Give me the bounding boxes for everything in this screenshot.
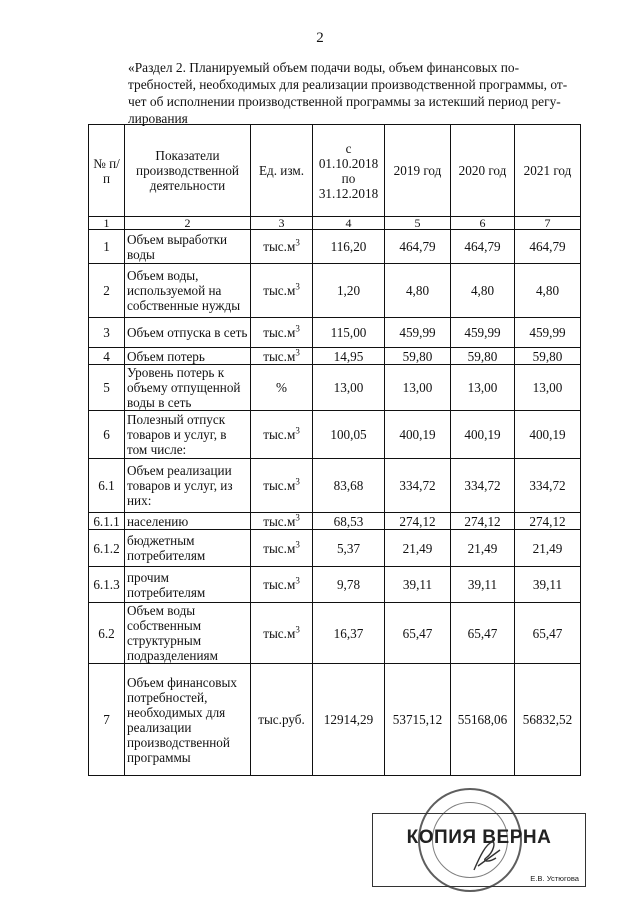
table-row	[89, 513, 581, 530]
row-indicator: Уровень потерь к объему отпущенной воды в сеть	[125, 365, 251, 411]
row-unit	[251, 411, 313, 459]
intro-line: требностей, необходимых для реализации производственной программы, от-	[128, 77, 568, 92]
unit-text: тыс.руб.	[258, 712, 305, 727]
unit-superscript: 3	[295, 512, 300, 523]
row-unit	[251, 230, 313, 264]
row-number: 3	[89, 318, 125, 348]
row-unit	[251, 603, 313, 664]
column-number: 3	[251, 217, 313, 230]
row-unit	[251, 365, 313, 411]
table-row	[89, 567, 581, 603]
value-2021: 21,49	[515, 530, 581, 567]
value-2019: 21,49	[385, 530, 451, 567]
value-2019: 59,80	[385, 348, 451, 365]
value-2020: 21,49	[451, 530, 515, 567]
row-unit	[251, 318, 313, 348]
intro-line: лирования	[128, 111, 188, 126]
value-2020: 459,99	[451, 318, 515, 348]
column-number: 4	[313, 217, 385, 230]
header-num: № п/п	[89, 125, 125, 217]
unit-superscript: 3	[295, 237, 300, 248]
row-indicator: прочим потребителям	[125, 567, 251, 603]
row-number: 7	[89, 664, 125, 776]
intro-line: «Раздел 2. Планируемый объем подачи воды, объем финансовых по-	[128, 60, 520, 75]
table-row	[89, 530, 581, 567]
value-2019: 459,99	[385, 318, 451, 348]
header-unit: Ед. изм.	[251, 125, 313, 217]
value-period: 68,53	[313, 513, 385, 530]
section-intro	[128, 59, 580, 127]
row-unit	[251, 513, 313, 530]
value-2021: 65,47	[515, 603, 581, 664]
row-number: 4	[89, 348, 125, 365]
row-indicator: Объем реализации товаров и услуг, из них:	[125, 459, 251, 513]
header-indicator: Показатели производственной деятельности	[125, 125, 251, 217]
value-2021: 459,99	[515, 318, 581, 348]
value-2019: 39,11	[385, 567, 451, 603]
value-2019: 334,72	[385, 459, 451, 513]
row-indicator: Объем воды, используемой на собственные нужды	[125, 264, 251, 318]
unit-superscript: 3	[295, 476, 300, 487]
value-2019: 400,19	[385, 411, 451, 459]
row-unit	[251, 459, 313, 513]
row-indicator: Объем выработки воды	[125, 230, 251, 264]
value-2020: 274,12	[451, 513, 515, 530]
unit-superscript: 3	[295, 425, 300, 436]
unit-superscript: 3	[295, 323, 300, 334]
value-2021: 274,12	[515, 513, 581, 530]
unit-text: тыс.м	[263, 283, 296, 298]
unit-superscript: 3	[295, 281, 300, 292]
value-2021: 13,00	[515, 365, 581, 411]
column-number: 2	[125, 217, 251, 230]
row-unit	[251, 530, 313, 567]
header-period: с 01.10.2018 по 31.12.2018	[313, 125, 385, 217]
signature	[466, 836, 506, 876]
unit-text: тыс.м	[263, 577, 296, 592]
value-period: 16,37	[313, 603, 385, 664]
production-program-table	[88, 124, 581, 776]
value-2019: 274,12	[385, 513, 451, 530]
value-2020: 334,72	[451, 459, 515, 513]
unit-text: тыс.м	[263, 427, 296, 442]
row-number: 1	[89, 230, 125, 264]
unit-text: тыс.м	[263, 348, 296, 364]
unit-text: тыс.м	[263, 513, 296, 529]
value-2021: 334,72	[515, 459, 581, 513]
row-indicator: населению	[125, 513, 251, 530]
intro-line: чет об исполнении производственной программы за истекший период регу-	[128, 94, 561, 109]
value-period: 9,78	[313, 567, 385, 603]
value-2020: 59,80	[451, 348, 515, 365]
unit-superscript: 3	[295, 624, 300, 635]
row-indicator: Полезный отпуск товаров и услуг, в том числе:	[125, 411, 251, 459]
value-2019: 464,79	[385, 230, 451, 264]
table-row	[89, 348, 581, 365]
value-2021: 400,19	[515, 411, 581, 459]
stamp-title: КОПИЯ ВЕРНА	[406, 827, 552, 848]
row-unit	[251, 567, 313, 603]
value-2021: 4,80	[515, 264, 581, 318]
value-period: 12914,29	[313, 664, 385, 776]
value-2020: 464,79	[451, 230, 515, 264]
table-row	[89, 264, 581, 318]
value-2020: 39,11	[451, 567, 515, 603]
value-period: 1,20	[313, 264, 385, 318]
row-indicator: Объем финансовых потребностей, необходимых для реализации производственной программы	[125, 664, 251, 776]
value-2021: 39,11	[515, 567, 581, 603]
row-number: 5	[89, 365, 125, 411]
row-number: 2	[89, 264, 125, 318]
unit-superscript: 3	[295, 347, 300, 358]
row-number: 6.1.3	[89, 567, 125, 603]
value-period: 100,05	[313, 411, 385, 459]
value-2020: 65,47	[451, 603, 515, 664]
column-number: 6	[451, 217, 515, 230]
row-number: 6.1.2	[89, 530, 125, 567]
column-number: 1	[89, 217, 125, 230]
value-2020: 55168,06	[451, 664, 515, 776]
header-2021: 2021 год	[515, 125, 581, 217]
unit-text: тыс.м	[263, 625, 296, 641]
row-number: 6	[89, 411, 125, 459]
unit-superscript: 3	[295, 575, 300, 586]
value-2021: 464,79	[515, 230, 581, 264]
row-indicator: Объем отпуска в сеть	[125, 318, 251, 348]
table-row	[89, 411, 581, 459]
column-number-row	[89, 217, 581, 230]
row-indicator: бюджетным потребителям	[125, 530, 251, 567]
value-period: 116,20	[313, 230, 385, 264]
header-2020: 2020 год	[451, 125, 515, 217]
unit-text: тыс.м	[263, 325, 296, 340]
value-period: 5,37	[313, 530, 385, 567]
row-unit	[251, 348, 313, 365]
table-row	[89, 230, 581, 264]
value-2019: 4,80	[385, 264, 451, 318]
unit-text: тыс.м	[263, 239, 296, 254]
row-number: 6.2	[89, 603, 125, 664]
table-row	[89, 318, 581, 348]
value-2020: 4,80	[451, 264, 515, 318]
value-period: 13,00	[313, 365, 385, 411]
column-number: 5	[385, 217, 451, 230]
column-number: 7	[515, 217, 581, 230]
table-row	[89, 603, 581, 664]
unit-text: %	[276, 380, 287, 395]
value-2019: 13,00	[385, 365, 451, 411]
row-number: 6.1	[89, 459, 125, 513]
page-number: 2	[316, 30, 324, 46]
value-period: 14,95	[313, 348, 385, 365]
value-2021: 59,80	[515, 348, 581, 365]
table-row	[89, 459, 581, 513]
value-2020: 400,19	[451, 411, 515, 459]
row-indicator: Объем потерь	[125, 348, 251, 365]
unit-superscript: 3	[295, 539, 300, 550]
row-unit	[251, 664, 313, 776]
unit-text: тыс.м	[263, 478, 296, 493]
value-2019: 53715,12	[385, 664, 451, 776]
value-period: 83,68	[313, 459, 385, 513]
stamp-name: Е.В. Устюгова	[530, 874, 579, 883]
row-indicator: Объем воды собственным структурным подразделениям	[125, 603, 251, 664]
value-2019: 65,47	[385, 603, 451, 664]
table-row	[89, 664, 581, 776]
unit-text: тыс.м	[263, 540, 296, 556]
row-unit	[251, 264, 313, 318]
row-number: 6.1.1	[89, 513, 125, 530]
table-row	[89, 365, 581, 411]
header-2019: 2019 год	[385, 125, 451, 217]
value-period: 115,00	[313, 318, 385, 348]
value-2020: 13,00	[451, 365, 515, 411]
value-2021: 56832,52	[515, 664, 581, 776]
